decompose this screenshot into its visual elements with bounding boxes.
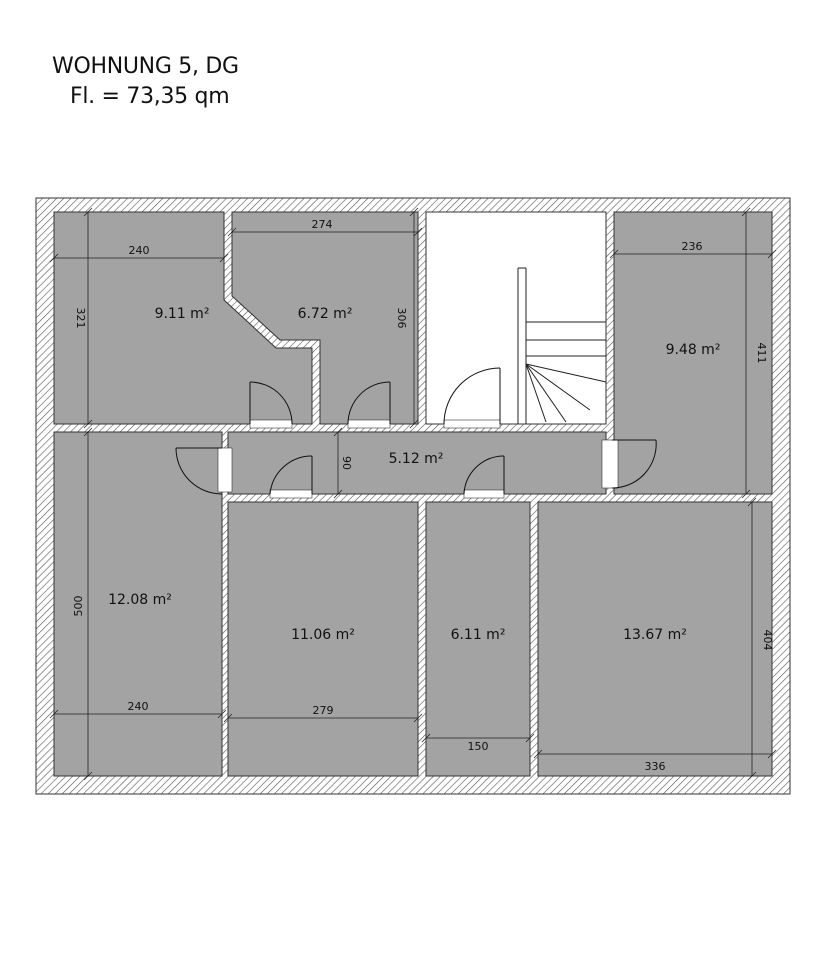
floor-area: Fl. = 73,35 qm [70,84,230,109]
dim-w-width: 240 [127,700,149,713]
staircase-area [426,212,606,424]
dim-ne-width: 236 [681,240,703,253]
room-ne-area: 9.48 m² [665,342,721,358]
dim-hall-height: 90 [340,456,353,470]
dim-n-width: 274 [311,218,333,231]
dim-nw-height: 321 [74,307,87,329]
room-nw-area: 9.11 m² [154,306,210,322]
dim-n-height: 306 [395,307,408,329]
dim-bath-width: 150 [467,740,489,753]
room-w-area: 12.08 m² [108,592,172,608]
dim-se-width: 336 [644,760,666,773]
apartment-title: WOHNUNG 5, DG [52,54,239,79]
dim-ne-height: 411 [755,342,768,364]
dim-nw-width: 240 [128,244,150,257]
hall-area: 5.12 m² [388,451,444,467]
room-sc-area: 11.06 m² [291,627,355,643]
room-n-area: 6.72 m² [297,306,353,322]
dim-se-height: 404 [761,629,774,651]
room-bath-area: 6.11 m² [450,627,506,643]
dim-sc-width: 279 [312,704,334,717]
room-se-area: 13.67 m² [623,627,687,643]
dim-w-height: 500 [72,595,85,617]
